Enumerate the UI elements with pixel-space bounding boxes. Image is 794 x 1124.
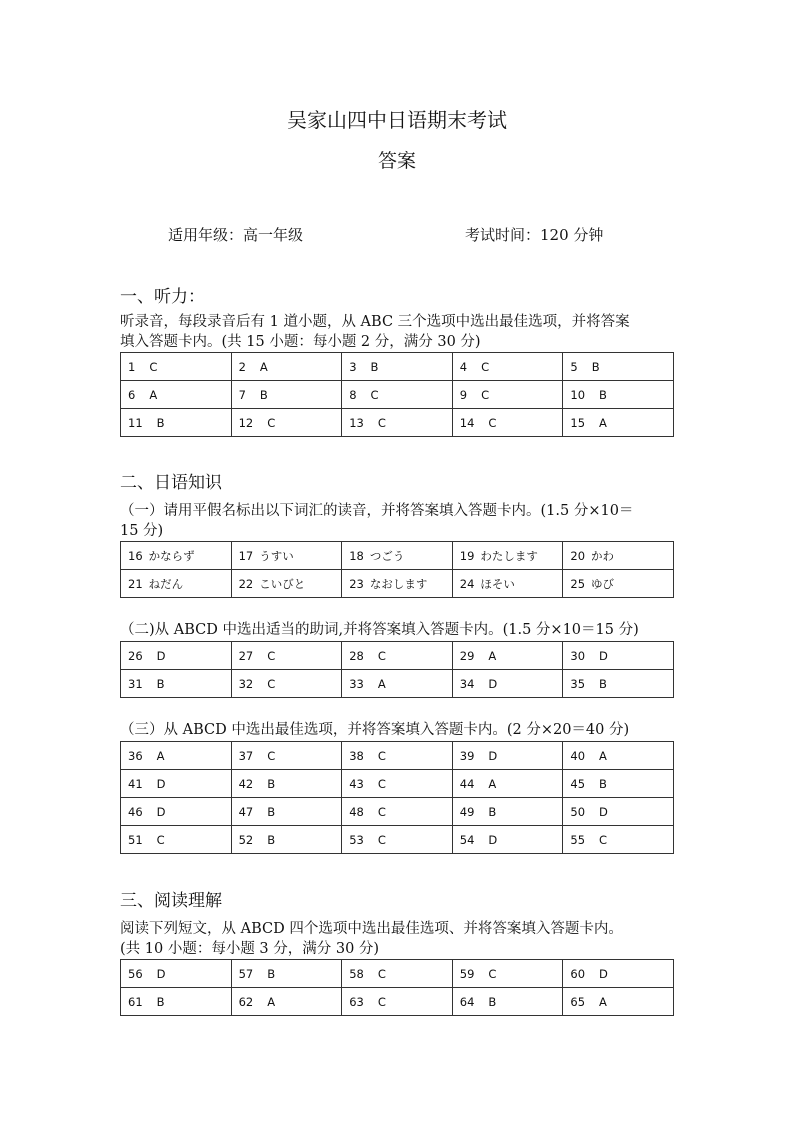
answer-cell [121,642,232,670]
question-number: 3 [349,359,357,374]
answer-cell [563,960,674,988]
answer-cell [231,960,342,988]
question-number: 45 [570,776,586,791]
answer-value: C [370,387,379,402]
reading-kana-answer-table [120,541,674,598]
question-number: 9 [459,387,468,402]
answer-cell [121,570,232,598]
answer-value: B [156,676,165,691]
answer-cell [342,542,453,570]
answer-cell [231,742,342,770]
question-number: 63 [349,994,364,1009]
answer-cell [231,642,342,670]
answer-cell [121,826,232,854]
answer-cell [231,570,342,598]
question-number: 1 [128,359,136,374]
answer-value: A [156,748,165,763]
answer-cell [231,826,342,854]
answer-cell [342,742,453,770]
answer-cell [231,770,342,798]
answer-value: ねだん [148,576,184,591]
table-row [121,826,674,854]
answer-cell [342,670,453,698]
question-number: 65 [570,994,586,1009]
answer-cell [342,570,453,598]
answer-value: かならず [148,548,195,563]
answer-cell [121,798,232,826]
question-number: 56 [128,966,143,981]
table-row [121,642,674,670]
question-number: 36 [128,748,143,763]
answer-cell [452,381,563,409]
answer-value: うすい [259,548,294,563]
question-number: 39 [459,748,475,763]
answer-cell [342,409,453,437]
answer-cell [563,770,674,798]
answer-value: B [488,804,497,819]
answer-value: C [488,415,497,430]
answer-cell [121,770,232,798]
question-number: 40 [570,748,586,763]
question-number: 27 [238,648,254,663]
answer-value: A [488,776,497,791]
question-number: 47 [238,804,254,819]
answer-cell [563,670,674,698]
answer-value: C [377,966,386,981]
answer-cell [342,960,453,988]
question-number: 16 [128,548,143,563]
question-number: 46 [128,804,143,819]
question-number: 35 [570,676,586,691]
instruction-line: 填入答题卡内。(共 15 小题：每小题 2 分，满分 30 分) [120,334,481,350]
answer-value: ゆび [591,576,615,591]
answer-value: B [267,832,276,847]
question-number: 21 [128,576,143,591]
question-number: 29 [459,648,475,663]
question-number: 15 [570,415,586,430]
section-listening-heading: 一、听力： [120,287,205,307]
instruction-line: (共 10 小题：每小题 3 分，满分 30 分) [120,941,380,957]
answer-value: C [377,648,386,663]
question-number: 13 [349,415,364,430]
question-number: 54 [459,832,475,847]
answer-cell [121,381,232,409]
question-number: 20 [570,548,586,563]
answer-cell [452,770,563,798]
answer-cell [452,798,563,826]
question-number: 60 [570,966,586,981]
answer-cell [231,798,342,826]
question-number: 34 [459,676,475,691]
section-japanese-knowledge-heading: 二、日语知识 [120,473,222,493]
question-number: 59 [459,966,475,981]
section-reading-heading: 三、阅读理解 [120,891,222,911]
answer-cell [342,381,453,409]
answer-cell [563,826,674,854]
answer-cell [452,988,563,1016]
answer-cell [121,409,232,437]
answer-cell [231,670,342,698]
answer-value: B [267,966,276,981]
table-row [121,770,674,798]
answer-value: B [599,776,607,791]
question-number: 49 [459,804,475,819]
answer-cell [452,570,563,598]
answer-value: わたします [480,548,538,563]
question-number: 10 [570,387,586,402]
answer-value: D [488,832,498,847]
answer-cell [231,542,342,570]
table-row [121,353,674,381]
answer-cell [342,826,453,854]
question-number: 7 [238,387,246,402]
part1-instructions [120,501,676,541]
question-number: 25 [570,576,586,591]
answer-value: A [599,415,607,430]
answer-cell [563,988,674,1016]
question-number: 33 [349,676,364,691]
answer-cell [342,642,453,670]
answer-value: B [599,387,607,402]
question-number: 61 [128,994,143,1009]
time-info: 考试时间：120 分钟 [465,226,604,244]
instruction-line: 15 分) [120,523,164,539]
question-number: 48 [349,804,364,819]
answer-value: B [156,994,165,1009]
answer-value: D [156,966,166,981]
question-number: 11 [128,415,143,430]
question-number: 5 [570,359,578,374]
question-number: 52 [238,832,254,847]
reading-answer-table [120,959,674,1016]
answer-value: C [267,415,276,430]
answer-value: C [377,748,386,763]
answer-subtitle: 答案 [377,150,416,172]
answer-value: B [591,359,600,374]
table-row [121,670,674,698]
question-number: 38 [349,748,364,763]
answer-value: C [377,776,386,791]
answer-cell [121,960,232,988]
exam-title: 吴家山四中日语期末考试 [287,108,507,132]
question-number: 57 [238,966,254,981]
question-number: 4 [459,359,468,374]
table-row [121,542,674,570]
answer-value: B [370,359,379,374]
answer-value: A [149,387,158,402]
answer-value: A [599,748,607,763]
question-number: 26 [128,648,143,663]
answer-value: C [267,676,276,691]
answer-value: A [599,994,607,1009]
answer-cell [452,826,563,854]
answer-cell [563,353,674,381]
question-number: 18 [349,548,364,563]
answer-cell [231,988,342,1016]
table-row [121,409,674,437]
answer-value: こいびと [259,576,306,591]
answer-value: C [481,359,490,374]
answer-value: C [488,966,497,981]
answer-value: C [377,804,386,819]
answer-cell [121,742,232,770]
question-number: 22 [238,576,254,591]
answer-value: D [599,804,608,819]
answer-value: C [377,832,386,847]
instruction-line: 听录音，每段录音后有 1 道小题，从 ABC 三个选项中选出最佳选项，并将答案 [120,314,630,330]
table-row [121,742,674,770]
section-listening-instructions [120,312,676,352]
answer-cell [231,381,342,409]
answer-value: B [267,804,276,819]
question-number: 30 [570,648,586,663]
question-number: 53 [349,832,364,847]
question-number: 58 [349,966,364,981]
section-reading-instructions [120,919,676,959]
question-number: 8 [349,387,357,402]
answer-value: C [377,415,386,430]
answer-cell [121,670,232,698]
best-option-answer-table [120,741,674,854]
question-number: 41 [128,776,143,791]
answer-value: A [377,676,386,691]
answer-value: B [488,994,497,1009]
table-row [121,798,674,826]
answer-cell [231,409,342,437]
answer-cell [563,570,674,598]
question-number: 37 [238,748,254,763]
answer-cell [563,642,674,670]
question-number: 64 [459,994,475,1009]
question-number: 32 [238,676,254,691]
answer-cell [452,542,563,570]
answer-cell [231,353,342,381]
listening-answer-table [120,352,674,437]
question-number: 43 [349,776,364,791]
instruction-line: 阅读下列短文，从 ABCD 四个选项中选出最佳选项、并将答案填入答题卡内。 [120,921,623,937]
answer-cell [452,742,563,770]
answer-value: C [156,832,165,847]
answer-value: D [156,776,166,791]
part2-instructions: （二)从 ABCD 中选出适当的助词,并将答案填入答题卡内。(1.5 分×10＝15 分) [120,622,639,638]
answer-cell [121,988,232,1016]
answer-cell [121,542,232,570]
answer-cell [452,960,563,988]
question-number: 6 [128,387,136,402]
answer-value: C [267,748,276,763]
table-row [121,381,674,409]
answer-value: B [259,387,268,402]
answer-value: C [267,648,276,663]
table-row [121,960,674,988]
answer-cell [342,770,453,798]
answer-cell [563,798,674,826]
answer-value: かわ [591,548,615,563]
question-number: 55 [570,832,586,847]
table-row [121,570,674,598]
question-number: 42 [238,776,254,791]
answer-cell [342,798,453,826]
question-number: 17 [238,548,254,563]
question-number: 24 [459,576,475,591]
answer-cell [563,542,674,570]
answer-cell [452,670,563,698]
grade-info: 适用年级：高一年级 [168,226,304,244]
question-number: 14 [459,415,475,430]
answer-value: B [156,415,165,430]
answer-value: D [599,648,608,663]
question-number: 28 [349,648,364,663]
answer-value: なおします [369,576,428,591]
answer-cell [452,409,563,437]
answer-value: A [267,994,276,1009]
question-number: 50 [570,804,586,819]
question-number: 62 [238,994,254,1009]
answer-value: D [156,804,166,819]
answer-value: C [599,832,608,847]
answer-cell [121,353,232,381]
question-number: 31 [128,676,143,691]
answer-cell [452,353,563,381]
answer-value: C [377,994,386,1009]
answer-value: A [259,359,268,374]
answer-cell [563,742,674,770]
question-number: 19 [459,548,475,563]
answer-value: C [149,359,158,374]
answer-value: C [481,387,490,402]
part3-instructions: （三）从 ABCD 中选出最佳选项，并将答案填入答题卡内。(2 分×20＝40 分) [120,722,630,738]
answer-value: つごう [369,548,405,563]
question-number: 23 [349,576,364,591]
answer-cell [563,409,674,437]
question-number: 51 [128,832,143,847]
question-number: 12 [238,415,254,430]
answer-cell [452,642,563,670]
answer-value: A [488,648,497,663]
answer-value: D [156,648,166,663]
answer-cell [342,988,453,1016]
question-number: 2 [238,359,246,374]
answer-value: ほそい [480,576,515,591]
answer-value: B [267,776,276,791]
question-number: 44 [459,776,475,791]
answer-cell [563,381,674,409]
particle-answer-table [120,641,674,698]
answer-value: B [599,676,607,691]
answer-value: D [488,676,498,691]
table-row [121,988,674,1016]
answer-cell [342,353,453,381]
answer-value: D [488,748,498,763]
answer-value: D [599,966,608,981]
instruction-line: （一）请用平假名标出以下词汇的读音，并将答案填入答题卡内。(1.5 分×10＝ [120,503,634,519]
